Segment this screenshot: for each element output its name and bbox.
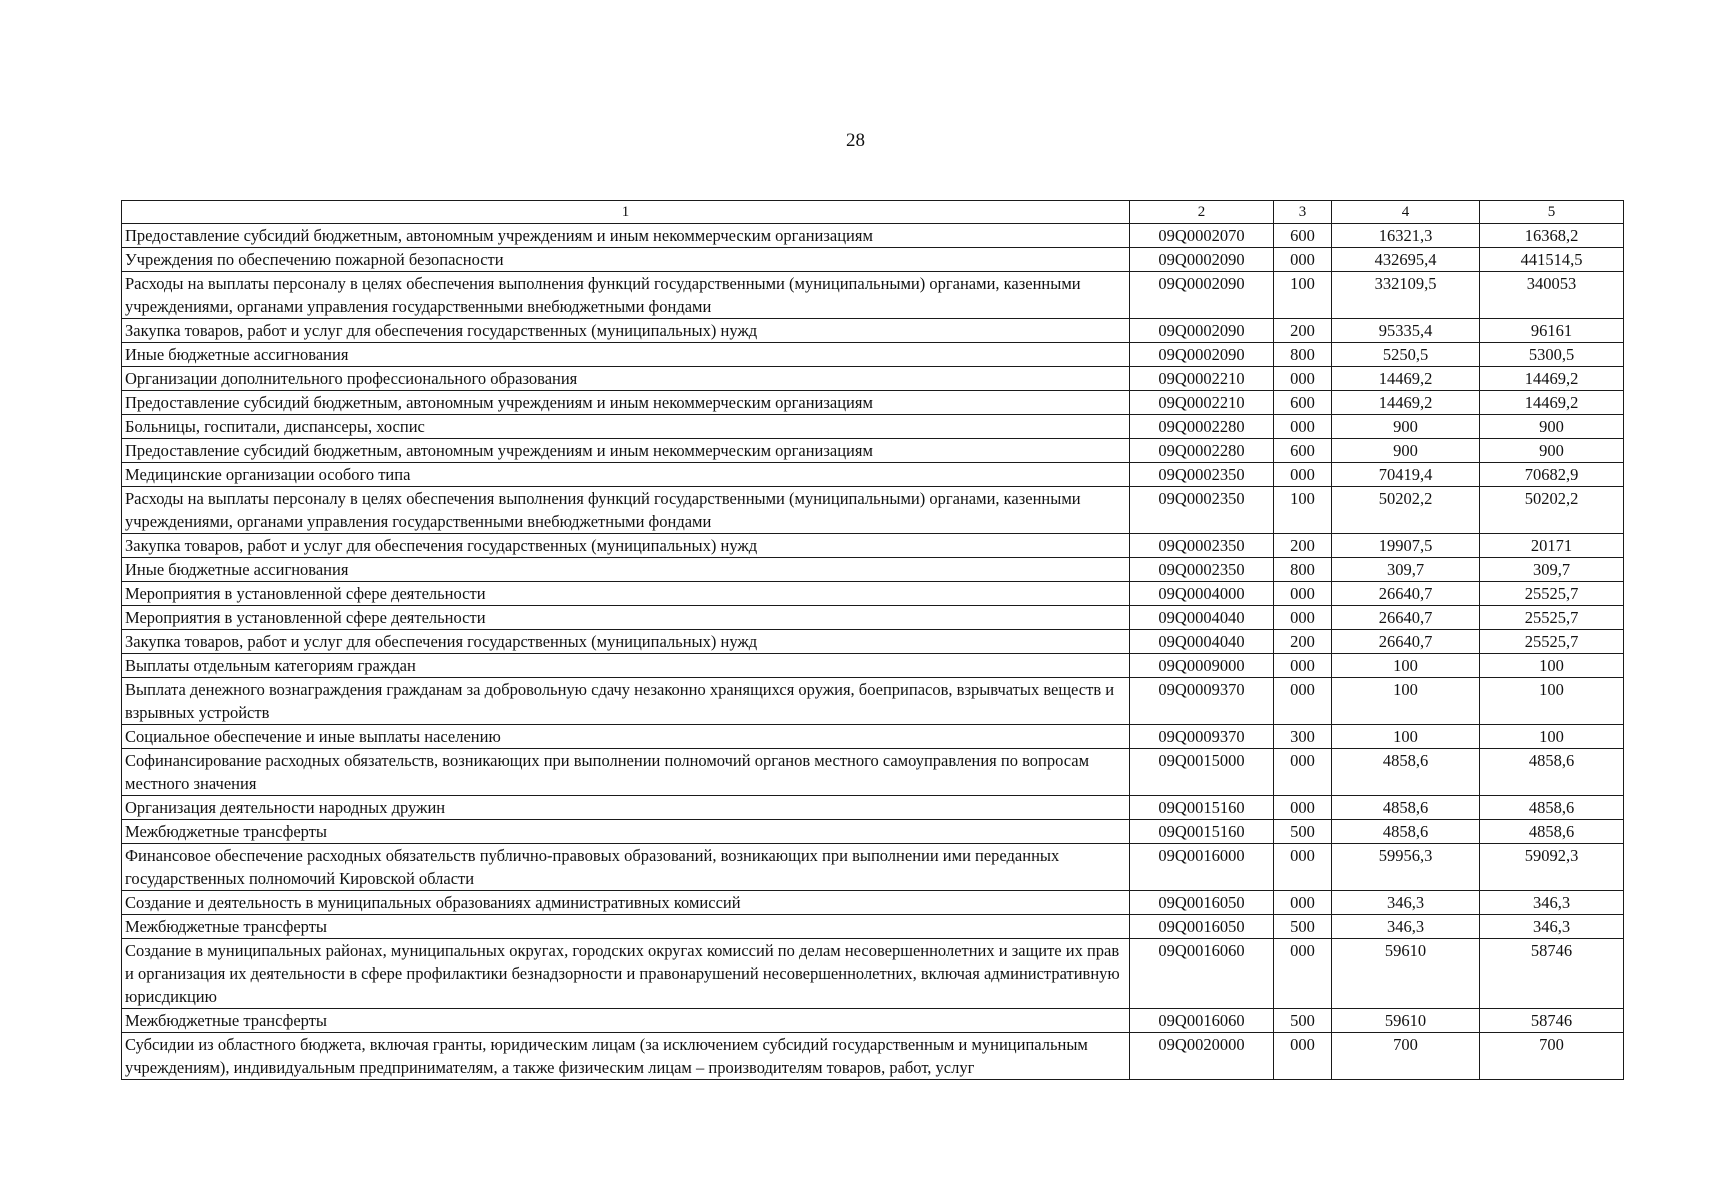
row-expense-type: 000: [1274, 463, 1332, 487]
row-expense-type: 800: [1274, 343, 1332, 367]
row-value-col4: 432695,4: [1332, 248, 1480, 272]
table-row: [122, 248, 1624, 272]
header-col-3: 3: [1274, 201, 1332, 224]
row-value-col4: 70419,4: [1332, 463, 1480, 487]
row-name: Создание в муниципальных районах, муниципальных округах, городских округах комиссий по делам несовершеннолетних и защите их прав и организация их деятельности в сфере профилактики безнадзорности и правонарушений несовершеннолетних, включая административную юрисдикцию: [122, 939, 1130, 1009]
row-value-col4: 900: [1332, 439, 1480, 463]
row-value-col4: 346,3: [1332, 915, 1480, 939]
row-name: Предоставление субсидий бюджетным, автономным учреждениям и иным некоммерческим организациям: [122, 391, 1130, 415]
row-code: 09Q0002280: [1130, 415, 1274, 439]
table-row: [122, 463, 1624, 487]
header-col-2: 2: [1130, 201, 1274, 224]
row-name: Предоставление субсидий бюджетным, автономным учреждениям и иным некоммерческим организациям: [122, 224, 1130, 248]
row-code: 09Q0020000: [1130, 1033, 1274, 1080]
row-value-col5: 4858,6: [1480, 820, 1624, 844]
table-row: [122, 343, 1624, 367]
row-code: 09Q0015160: [1130, 796, 1274, 820]
row-expense-type: 000: [1274, 796, 1332, 820]
row-name: Расходы на выплаты персоналу в целях обеспечения выполнения функций государственными (муниципальными) органами, казенными учреждениями, органами управления государственными внебюджетными фондами: [122, 272, 1130, 319]
row-code: 09Q0002070: [1130, 224, 1274, 248]
row-value-col5: 441514,5: [1480, 248, 1624, 272]
row-value-col4: 26640,7: [1332, 606, 1480, 630]
row-name: Закупка товаров, работ и услуг для обеспечения государственных (муниципальных) нужд: [122, 319, 1130, 343]
row-name: Организации дополнительного профессионального образования: [122, 367, 1130, 391]
row-expense-type: 000: [1274, 248, 1332, 272]
row-code: 09Q0016000: [1130, 844, 1274, 891]
row-value-col4: 346,3: [1332, 891, 1480, 915]
row-name: Мероприятия в установленной сфере деятельности: [122, 582, 1130, 606]
table-row: [122, 582, 1624, 606]
row-code: 09Q0009370: [1130, 725, 1274, 749]
table-body: [122, 224, 1624, 1080]
row-name: Выплата денежного вознаграждения гражданам за добровольную сдачу незаконно хранящихся оружия, боеприпасов, взрывчатых веществ и взрывных устройств: [122, 678, 1130, 725]
row-value-col4: 900: [1332, 415, 1480, 439]
row-value-col4: 16321,3: [1332, 224, 1480, 248]
table-header-row: [122, 201, 1624, 224]
row-name: Межбюджетные трансферты: [122, 820, 1130, 844]
row-value-col4: 59610: [1332, 1009, 1480, 1033]
row-value-col5: 58746: [1480, 1009, 1624, 1033]
row-name: Больницы, госпитали, диспансеры, хоспис: [122, 415, 1130, 439]
row-expense-type: 600: [1274, 439, 1332, 463]
row-code: 09Q0002350: [1130, 463, 1274, 487]
row-name: Организация деятельности народных дружин: [122, 796, 1130, 820]
row-value-col4: 50202,2: [1332, 487, 1480, 534]
row-name: Финансовое обеспечение расходных обязательств публично-правовых образований, возникающих при выполнении ими переданных государственных полномочий Кировской области: [122, 844, 1130, 891]
row-code: 09Q0002210: [1130, 391, 1274, 415]
table-row: [122, 844, 1624, 891]
row-expense-type: 600: [1274, 391, 1332, 415]
table-row: [122, 796, 1624, 820]
row-name: Мероприятия в установленной сфере деятельности: [122, 606, 1130, 630]
row-code: 09Q0002350: [1130, 534, 1274, 558]
row-value-col5: 4858,6: [1480, 749, 1624, 796]
row-expense-type: 800: [1274, 558, 1332, 582]
row-name: Иные бюджетные ассигнования: [122, 343, 1130, 367]
row-value-col4: 95335,4: [1332, 319, 1480, 343]
row-value-col5: 96161: [1480, 319, 1624, 343]
table-row: [122, 630, 1624, 654]
row-value-col4: 100: [1332, 654, 1480, 678]
row-code: 09Q0004000: [1130, 582, 1274, 606]
row-value-col4: 26640,7: [1332, 582, 1480, 606]
row-value-col5: 25525,7: [1480, 630, 1624, 654]
row-value-col5: 100: [1480, 654, 1624, 678]
row-value-col5: 900: [1480, 415, 1624, 439]
row-value-col5: 25525,7: [1480, 582, 1624, 606]
row-name: Межбюджетные трансферты: [122, 915, 1130, 939]
table-row: [122, 558, 1624, 582]
table-row: [122, 319, 1624, 343]
row-code: 09Q0002350: [1130, 558, 1274, 582]
table-row: [122, 439, 1624, 463]
budget-table: [121, 200, 1624, 1080]
row-code: 09Q0002090: [1130, 343, 1274, 367]
row-value-col4: 5250,5: [1332, 343, 1480, 367]
row-name: Закупка товаров, работ и услуг для обеспечения государственных (муниципальных) нужд: [122, 534, 1130, 558]
row-code: 09Q0002090: [1130, 272, 1274, 319]
row-expense-type: 100: [1274, 487, 1332, 534]
row-name: Иные бюджетные ассигнования: [122, 558, 1130, 582]
row-name: Предоставление субсидий бюджетным, автономным учреждениям и иным некоммерческим организациям: [122, 439, 1130, 463]
row-expense-type: 100: [1274, 272, 1332, 319]
row-expense-type: 200: [1274, 319, 1332, 343]
row-value-col5: 5300,5: [1480, 343, 1624, 367]
row-expense-type: 200: [1274, 534, 1332, 558]
row-code: 09Q0015000: [1130, 749, 1274, 796]
row-name: Расходы на выплаты персоналу в целях обеспечения выполнения функций государственными (муниципальными) органами, казенными учреждениями, органами управления государственными внебюджетными фондами: [122, 487, 1130, 534]
row-name: Создание и деятельность в муниципальных образованиях административных комиссий: [122, 891, 1130, 915]
row-value-col4: 19907,5: [1332, 534, 1480, 558]
row-code: 09Q0009000: [1130, 654, 1274, 678]
row-value-col5: 346,3: [1480, 891, 1624, 915]
row-name: Межбюджетные трансферты: [122, 1009, 1130, 1033]
row-code: 09Q0004040: [1130, 630, 1274, 654]
row-name: Субсидии из областного бюджета, включая гранты, юридическим лицам (за исключением субсидий государственным и муниципальным учреждениям), индивидуальным предпринимателям, а также физическим лицам – производителям товаров, работ, услуг: [122, 1033, 1130, 1080]
header-col-1: 1: [122, 201, 1130, 224]
row-expense-type: 000: [1274, 1033, 1332, 1080]
row-value-col5: 340053: [1480, 272, 1624, 319]
row-name: Закупка товаров, работ и услуг для обеспечения государственных (муниципальных) нужд: [122, 630, 1130, 654]
row-value-col4: 14469,2: [1332, 367, 1480, 391]
table-row: [122, 654, 1624, 678]
row-code: 09Q0016060: [1130, 939, 1274, 1009]
row-name: Софинансирование расходных обязательств, возникающих при выполнении полномочий органов местного самоуправления по вопросам местного значения: [122, 749, 1130, 796]
row-name: Медицинские организации особого типа: [122, 463, 1130, 487]
row-expense-type: 200: [1274, 630, 1332, 654]
table-row: [122, 1033, 1624, 1080]
row-value-col4: 100: [1332, 678, 1480, 725]
table-row: [122, 367, 1624, 391]
row-value-col5: 700: [1480, 1033, 1624, 1080]
row-code: 09Q0009370: [1130, 678, 1274, 725]
table-row: [122, 272, 1624, 319]
row-name: Учреждения по обеспечению пожарной безопасности: [122, 248, 1130, 272]
row-code: 09Q0002210: [1130, 367, 1274, 391]
table-row: [122, 224, 1624, 248]
row-code: 09Q0002090: [1130, 319, 1274, 343]
row-value-col4: 59610: [1332, 939, 1480, 1009]
row-value-col5: 20171: [1480, 534, 1624, 558]
table-row: [122, 678, 1624, 725]
row-expense-type: 000: [1274, 749, 1332, 796]
row-value-col5: 59092,3: [1480, 844, 1624, 891]
page-number: 28: [846, 130, 865, 151]
table-row: [122, 1009, 1624, 1033]
table-row: [122, 725, 1624, 749]
row-code: 09Q0016050: [1130, 915, 1274, 939]
row-expense-type: 500: [1274, 820, 1332, 844]
row-expense-type: 500: [1274, 1009, 1332, 1033]
row-code: 09Q0002350: [1130, 487, 1274, 534]
row-value-col5: 4858,6: [1480, 796, 1624, 820]
row-code: 09Q0016050: [1130, 891, 1274, 915]
row-expense-type: 000: [1274, 844, 1332, 891]
row-value-col4: 14469,2: [1332, 391, 1480, 415]
row-expense-type: 000: [1274, 939, 1332, 1009]
row-code: 09Q0004040: [1130, 606, 1274, 630]
row-value-col5: 14469,2: [1480, 367, 1624, 391]
row-expense-type: 500: [1274, 915, 1332, 939]
row-expense-type: 000: [1274, 891, 1332, 915]
row-name: Выплаты отдельным категориям граждан: [122, 654, 1130, 678]
row-value-col4: 332109,5: [1332, 272, 1480, 319]
row-expense-type: 000: [1274, 678, 1332, 725]
table-row: [122, 606, 1624, 630]
header-col-5: 5: [1480, 201, 1624, 224]
table-row: [122, 487, 1624, 534]
row-expense-type: 000: [1274, 654, 1332, 678]
row-value-col5: 25525,7: [1480, 606, 1624, 630]
row-expense-type: 300: [1274, 725, 1332, 749]
row-value-col4: 4858,6: [1332, 749, 1480, 796]
row-value-col5: 70682,9: [1480, 463, 1624, 487]
row-value-col5: 50202,2: [1480, 487, 1624, 534]
table-row: [122, 534, 1624, 558]
row-value-col5: 14469,2: [1480, 391, 1624, 415]
row-expense-type: 000: [1274, 582, 1332, 606]
row-expense-type: 000: [1274, 606, 1332, 630]
row-value-col5: 346,3: [1480, 915, 1624, 939]
table-row: [122, 415, 1624, 439]
row-value-col4: 59956,3: [1332, 844, 1480, 891]
row-value-col5: 16368,2: [1480, 224, 1624, 248]
row-code: 09Q0015160: [1130, 820, 1274, 844]
row-code: 09Q0002090: [1130, 248, 1274, 272]
table-row: [122, 939, 1624, 1009]
row-value-col4: 100: [1332, 725, 1480, 749]
table-row: [122, 891, 1624, 915]
row-value-col4: 309,7: [1332, 558, 1480, 582]
row-value-col5: 309,7: [1480, 558, 1624, 582]
table-row: [122, 915, 1624, 939]
row-expense-type: 000: [1274, 367, 1332, 391]
header-col-4: 4: [1332, 201, 1480, 224]
row-expense-type: 000: [1274, 415, 1332, 439]
row-value-col4: 4858,6: [1332, 820, 1480, 844]
row-value-col5: 100: [1480, 678, 1624, 725]
table-row: [122, 749, 1624, 796]
row-value-col4: 4858,6: [1332, 796, 1480, 820]
row-value-col4: 26640,7: [1332, 630, 1480, 654]
row-value-col5: 100: [1480, 725, 1624, 749]
row-code: 09Q0002280: [1130, 439, 1274, 463]
row-value-col4: 700: [1332, 1033, 1480, 1080]
row-code: 09Q0016060: [1130, 1009, 1274, 1033]
table-row: [122, 391, 1624, 415]
row-value-col5: 58746: [1480, 939, 1624, 1009]
table-row: [122, 820, 1624, 844]
row-expense-type: 600: [1274, 224, 1332, 248]
row-value-col5: 900: [1480, 439, 1624, 463]
row-name: Социальное обеспечение и иные выплаты населению: [122, 725, 1130, 749]
